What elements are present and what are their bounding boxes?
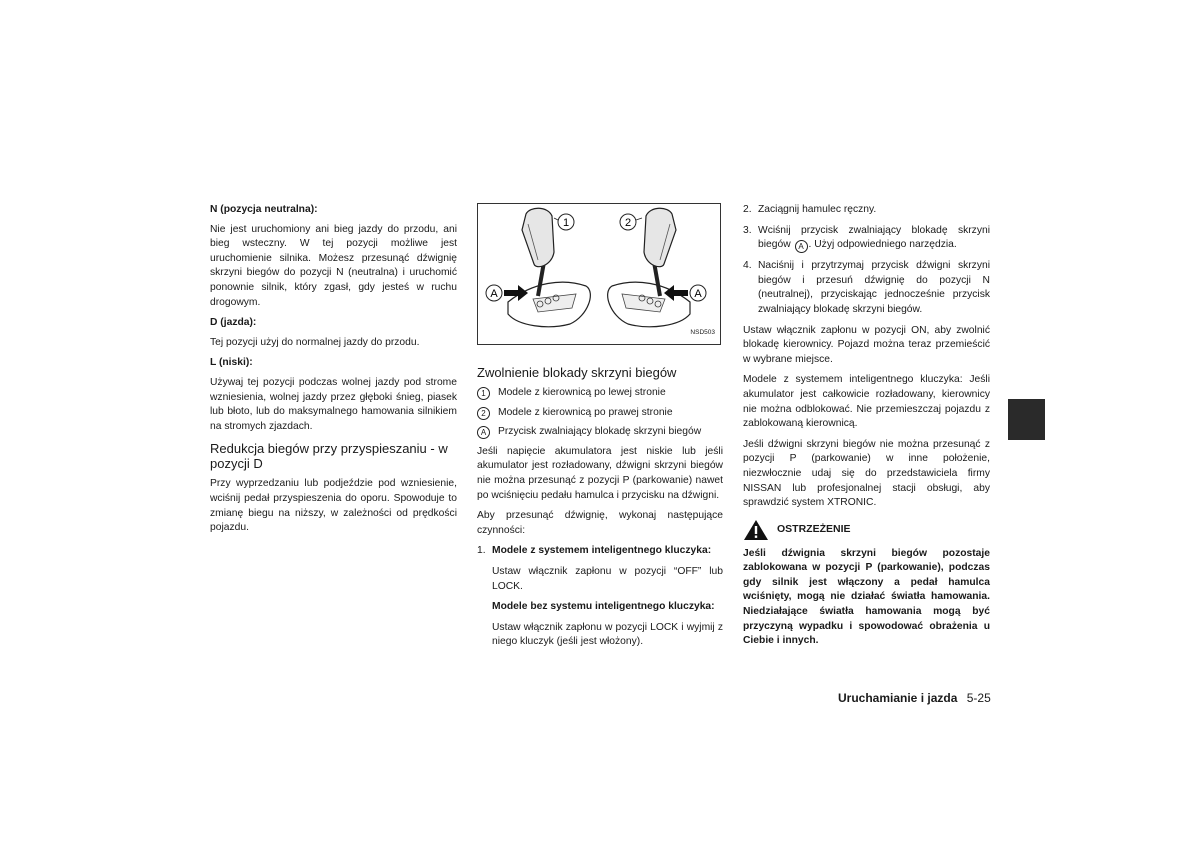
legend-item-a [477,425,723,440]
step-4 [743,259,990,323]
kickdown-heading: Redukcja biegów przy przyspieszaniu - w pozycji D [210,441,448,472]
step-4-text: Naciśnij i przytrzymaj przycisk dźwigni skrzyni biegów i przesuń dźwignię do pozycji N (neutralnej), przyciskając jednocześnie przycisk zwalniający blokadę skrzyni biegów. [758,260,990,315]
step-3 [743,224,990,260]
legend-text-1: Modele z kierownicą po lewej stronie [498,387,666,398]
l-position-label: L (niski): [210,357,253,369]
step-3-number: 3. [743,224,752,236]
l-position-text: Używaj tej pozycji podczas wolnej jazdy pod strome wzniesienia, wolnej jazdy przez głęboki śnieg, piasek lub błoto, lub do maksymalnego hamowania silnikiem na stromych zjazdach. [210,376,457,432]
step-1-label-2: Modele bez systemu inteligentnego kluczyka: [492,601,715,613]
procedure-intro: Aby przesunąć dźwignię, wykonaj następujące czynności: [477,510,723,536]
dealer-text: Jeśli dźwigni skrzyni biegów nie można przesunąć z pozycji P (parkowanie) w inne położenie, niezwłocznie udaj się do przedstawiciela firmy NISSAN lub profesjonalnej stacji obsługi, aby sprawdzić system XTRONIC. [743,438,990,509]
step-3-text-b: . Użyj odpowiedniego narzędzia. [808,239,957,251]
step-1 [477,544,723,656]
d-position-label: D (jazda): [210,317,257,329]
figure-code: NSD503 [690,329,715,337]
warning-header [743,519,990,541]
shift-lever-illustration [478,204,720,344]
intelligent-key-text: Modele z systemem inteligentnego kluczyka: Jeśli akumulator jest całkowicie rozładowany, kierownicy nie można odblokować. Nie przemieszczaj pojazdu z zablokowaną kierownicą. [743,374,990,430]
step-3-text [758,224,990,254]
figure-label-2: 2 [624,217,632,229]
chapter-tab [1008,399,1045,440]
d-position-text: Tej pozycji użyj do normalnej jazdy do przodu. [210,336,420,348]
legend-text-2: Modele z kierownicą po prawej stronie [498,406,673,418]
legend-mark-1: 1 [477,387,490,400]
step-1-label: Modele z systemem inteligentnego kluczyka: [492,545,712,557]
n-position-text: Nie jest uruchomiony ani bieg jazdy do przodu, ani bieg wsteczny. W tej pozycji możliwe jest uruchomienie silnika. Możesz przesunąć dźwignię skrzyni biegów do pozycji N (neutralna) i uruchomić ponownie silnik, który zgasł, gdy jesteś w ruchu drogowym. [210,223,457,308]
legend-item-2 [477,406,723,421]
warning-title: OSTRZEŻENIE [777,523,851,536]
column-middle [477,203,723,656]
step-3-text-a: Wciśnij przycisk zwalniający blokadę skrzyni biegów [758,224,990,251]
figure-label-a-left: A [490,288,498,300]
step-2-text: Zaciągnij hamulec ręczny. [758,204,877,215]
shift-lock-release-heading: Zwolnienie blokady skrzyni biegów [477,365,677,380]
footer-title: Uruchamianie i jazda [838,691,958,705]
page-footer [838,691,991,705]
legend-mark-a: A [477,426,490,439]
column-left [210,203,457,542]
step-4-number: 4. [743,260,752,272]
shift-lock-figure [477,203,721,345]
step-1-text: Ustaw włącznik zapłonu w pozycji “OFF” lub LOCK. [492,565,723,592]
step-1-number: 1. [477,545,486,557]
step-2-number: 2. [743,204,752,215]
legend-mark-2: 2 [477,407,490,420]
legend-item-1 [477,386,723,401]
column-right [743,203,990,655]
step-1-text-2: Ustaw włącznik zapłonu w pozycji LOCK i wyjmij z niego kluczyk (jeśli jest włożony). [492,621,723,648]
legend-text-a: Przycisk zwalniający blokadę skrzyni biegów [498,426,702,438]
step-3-mark: A [795,240,808,253]
figure-label-a-right: A [694,288,702,300]
n-position-label: N (pozycja neutralna): [210,204,318,215]
step-2 [743,203,990,224]
figure-label-1: 1 [562,217,570,229]
page-number: 5-25 [966,691,991,705]
kickdown-text: Przy wyprzedzaniu lub podjeździe pod wzniesienie, wciśnij pedał przyspieszenia do oporu. Spowoduje to zmianę biegu na niższy, w zależności od prędkości pojazdu. [210,478,457,534]
warning-triangle-icon [743,519,769,541]
battery-low-text: Jeśli napięcie akumulatora jest niskie lub jeśli akumulator jest rozładowany, dźwigni skrzyni biegów nie można przesunąć z pozycji P (parkowanie) nawet po wciśnięciu pedału hamulca i przycisku na dźwigni. [477,445,723,501]
ignition-on-text: Ustaw włącznik zapłonu w pozycji ON, aby zwolnić blokadę kierownicy. Pojazd można teraz przemieścić w wybrane miejsce. [743,324,990,365]
warning-text: Jeśli dźwignia skrzyni biegów pozostaje zablokowana w pozycji P (parkowanie), podczas gdy silnik jest włączony a pedał hamulca wciśnięty, mogą nie działać światła hamowania. Niedziałające światła hamowania mogą być przyczyną wypadku i spowodować obrażenia u Ciebie i innych. [743,547,990,647]
